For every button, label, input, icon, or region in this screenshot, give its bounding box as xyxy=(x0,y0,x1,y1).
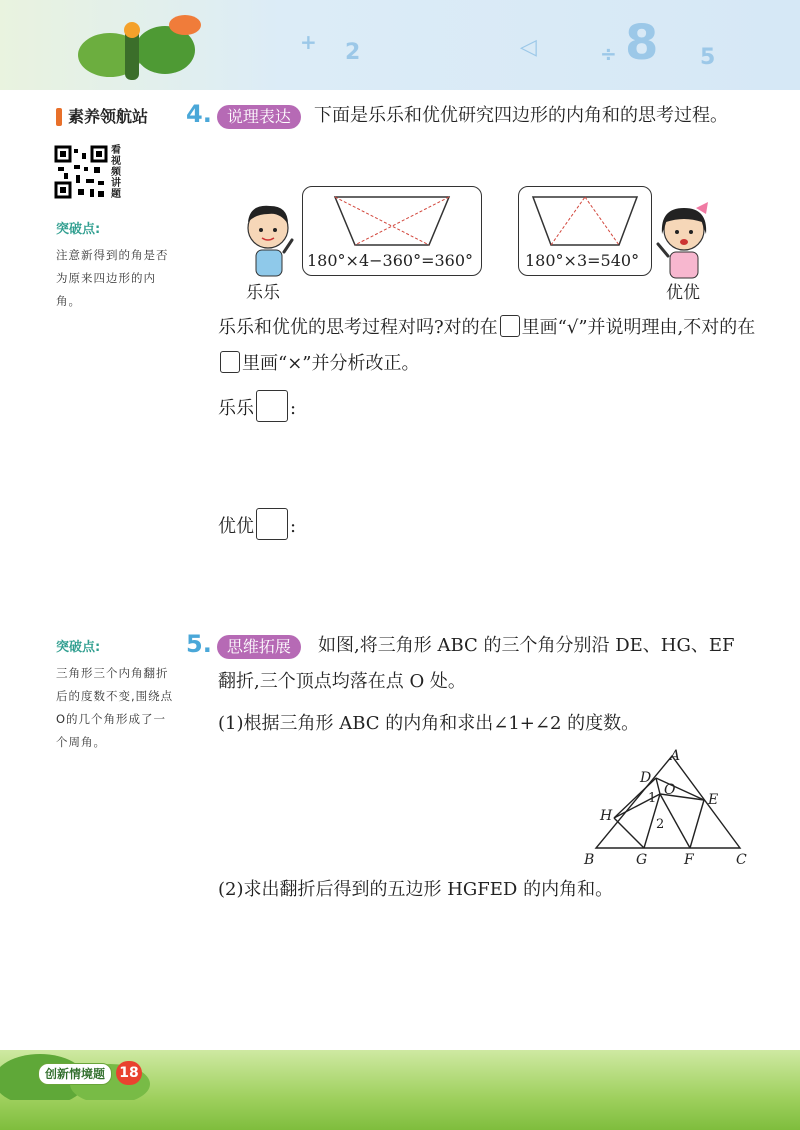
question-number: 4. xyxy=(186,100,212,128)
question-4-prompt: 乐乐和优优的思考过程对吗?对的在 里画“√”并说明理由,不对的在里画“×”并分析改正。 xyxy=(218,317,756,374)
lele-name: 乐乐 xyxy=(246,283,280,303)
label-angle-2: 2 xyxy=(656,817,665,832)
breakthrough-note-1: 注意新得到的角是否为原来四边形的内角。 xyxy=(56,248,169,308)
youyou-avatar-icon xyxy=(652,200,714,280)
label-F: F xyxy=(684,852,694,868)
label-C: C xyxy=(736,852,747,868)
label-D: D xyxy=(640,770,652,786)
label-H: H xyxy=(600,808,613,824)
lele-quadrilateral xyxy=(333,195,451,247)
question-number: 5. xyxy=(186,630,212,658)
sidebar-title: 素养领航站 xyxy=(68,107,149,126)
label-A: A xyxy=(670,748,681,764)
question-5-part-1: (1)根据三角形 ABC 的内角和求出∠1+∠2 的度数。 xyxy=(218,713,640,734)
question-tag: 思维拓展 xyxy=(217,635,301,659)
page-number: 18 xyxy=(116,1061,142,1085)
label-angle-1: 1 xyxy=(648,791,657,806)
triangle-fold-figure xyxy=(580,748,760,870)
lele-avatar-icon xyxy=(240,200,300,280)
youyou-bubble xyxy=(518,186,652,276)
plus-glyph-icon: + xyxy=(300,30,317,54)
answer-lele: 乐乐 : xyxy=(218,390,296,427)
youyou-answer-box[interactable] xyxy=(256,508,288,540)
question-tag: 说理表达 xyxy=(217,105,301,129)
breakthrough-label-2: 突破点: xyxy=(56,640,101,655)
digit-glyph-icon: 8 xyxy=(625,15,659,71)
top-banner xyxy=(0,0,800,90)
label-B: B xyxy=(584,852,595,868)
youyou-name: 优优 xyxy=(666,283,700,303)
lele-bubble xyxy=(302,186,482,276)
answer-box-icon xyxy=(500,315,520,337)
breakthrough-note-2: 三角形三个内角翻折后的度数不变,围绕点O的几个角形成了一个周角。 xyxy=(56,666,174,749)
youyou-formula: 180°×3=540° xyxy=(525,251,640,270)
footer-label: 创新情境题 xyxy=(38,1063,112,1085)
answer-youyou: 优优 : xyxy=(218,508,296,545)
digit-glyph-icon: 5 xyxy=(700,45,716,70)
breakthrough-label-1: 突破点: xyxy=(56,222,101,237)
question-5-part-2: (2)求出翻折后得到的五边形 HGFED 的内角和。 xyxy=(218,879,614,900)
leaf-decoration-icon xyxy=(70,0,210,88)
digit-glyph-icon: 2 xyxy=(345,40,361,65)
qr-label: 看视频讲题 xyxy=(111,145,121,200)
lele-formula: 180°×4−360°=360° xyxy=(307,251,474,270)
qr-code-icon[interactable] xyxy=(54,145,108,199)
lele-answer-box[interactable] xyxy=(256,390,288,422)
divide-glyph-icon: ÷ xyxy=(600,42,617,66)
question-4-stem: 下面是乐乐和优优研究四边形的内角和的思考过程。 xyxy=(314,105,728,126)
label-E: E xyxy=(708,792,719,808)
question-5-stem: 如图,将三角形 ABC 的三个角分别沿 DE、HG、EF 翻折,三个顶点均落在点 O 处。 xyxy=(218,635,735,692)
answer-box-icon xyxy=(220,351,240,373)
sidebar-marker xyxy=(56,108,62,126)
label-O: O xyxy=(664,782,676,798)
youyou-quadrilateral xyxy=(531,195,639,247)
label-G: G xyxy=(636,852,648,868)
triangle-glyph-icon: ◁ xyxy=(520,35,537,60)
